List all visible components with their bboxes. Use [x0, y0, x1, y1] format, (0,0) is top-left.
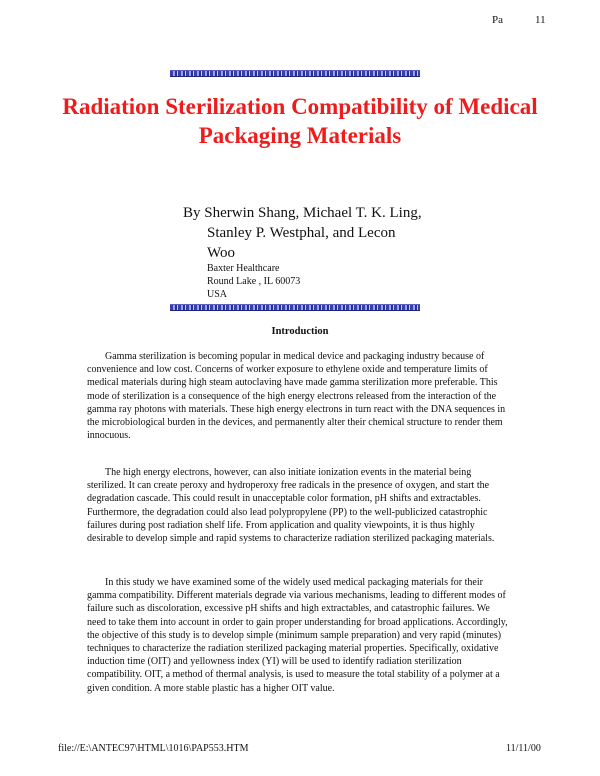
affiliation-country: USA [207, 289, 228, 300]
section-heading-introduction: Introduction [271, 326, 329, 337]
page-footer [0, 743, 600, 757]
affiliation-org: Baxter Healthcare [207, 263, 280, 274]
author-list [183, 203, 483, 263]
paragraph-3: In this study we have examined some of the widely used medical packaging materials for their gamma compatibility. Different materials degrade via various mechanisms, leading to different modes of failure such as discoloration, excessive pH shifts and high extractables, and catastrophic failures. We need to take them into account in order to gain proper understanding for broad applications. Accordingly, the objective of this study is to develop simple (minimum sample preparation) and very rapid (minutes) techniques to characterize the radiation sterilized packaging material properties. Specifically, oxidative induction time (OIT) and yellowness index (YI) will be used to identify radiation sterilization compatibility. OIT, a method of thermal analysis, is used to measure the total stability of a polymer at a given condition. A more stable plastic has a higher OIT value. [87, 577, 508, 694]
header-page-label: Pa [492, 14, 503, 26]
affiliation-city: Round Lake , IL 60073 [207, 276, 301, 287]
author-line-2: Stanley P. Westphal, and Lecon [207, 225, 396, 241]
header-page-number: 11 [535, 14, 546, 26]
decorative-rule-top [170, 70, 420, 77]
author-line-3: Woo [207, 245, 235, 261]
affiliation-block [207, 262, 300, 301]
footer-file-path: file://E:\ANTEC97\HTML\1016\PAP553.HTM [58, 743, 249, 754]
author-line-1: By Sherwin Shang, Michael T. K. Ling, [183, 205, 422, 221]
paragraph-1: Gamma sterilization is becoming popular in medical device and packaging industry because of convenience and low cost. Concerns of worker exposure to ethylene oxide and temperature limits of medical materials during high steam autoclaving have made gamma sterilization more preferable. This mode of sterilization is a consequence of the high energy electrons released from the interaction of the gamma ray photons with materials. These high energy electrons in turn react with the DNA sequences in the microbiological burden in the devices, and permanently alter their chemical structure to render them innocuous. [87, 351, 506, 442]
paragraph-2: The high energy electrons, however, can also initiate ionization events in the material being sterilized. It can create peroxy and hydroperoxy free radicals in the presence of oxygen, and start the degradation cascade. This could result in unacceptable color formation, pH shifts and extractables. Furthermore, the degradation could also lead polypropylene (PP) to the well-publicized catastrophic failures during post radiation shelf life. From application and quality viewpoints, it is thus highly desirable to develop simple and rapid systems to characterize radiation sterilized packaging materials. [87, 467, 495, 545]
decorative-rule-bottom [170, 304, 420, 311]
footer-date: 11/11/00 [506, 743, 541, 754]
document-title: Radiation Sterilization Compatibility of Medical Packaging Materials [62, 94, 538, 148]
page-header [0, 14, 600, 30]
